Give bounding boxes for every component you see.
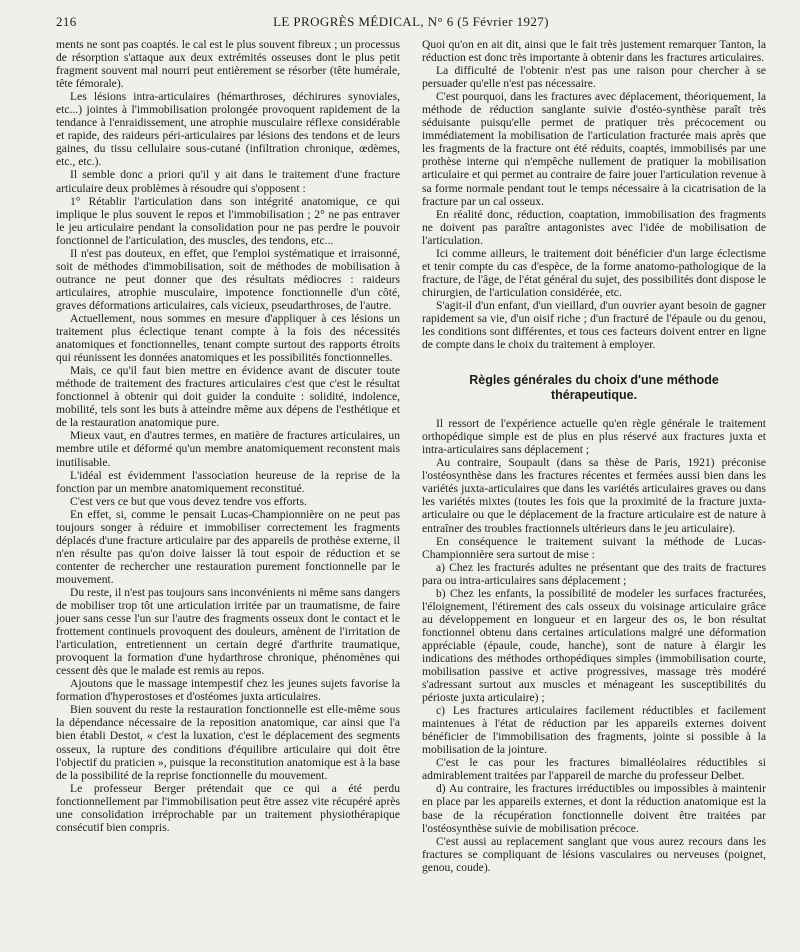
paragraph: Actuellement, nous sommes en mesure d'appliquer à ces lésions un traitement plus éclectique tenant compte à la fois des nécessités anatomiques et fonctionnelles, tenant compte surtout des rapports étroits qui réunissent les données anatomiques et les possibilités fonctionnelles. [56,311,400,365]
paragraph: Du reste, il n'est pas toujours sans inconvénients ni même sans dangers de mobiliser trop tôt une articulation irritée par un traumatisme, de faire jouer sans cesse l'un sur l'autre des fragments osseux dont le contact et le frottement continuels provoquent des douleurs, amènent de l'irritation de l'articulation, entretiennent un certain degré d'arthrite traumatique, provoquent la formation d'une hydarthrose chronique, phénomènes qui cessent dès que le malade est remis au repos. [56,585,400,678]
paragraph: Il ressort de l'expérience actuelle qu'en règle générale le traitement orthopédique simple est de plus en plus réservé aux fractures juxta et intra-articulaires sans déplacement ; [422,417,766,457]
two-column-body [56,38,766,874]
paragraph: Il semble donc a priori qu'il y ait dans le traitement d'une fracture articulaire deux problèmes à résoudre qui s'opposent : [56,168,400,195]
page-header [56,14,766,34]
paragraph: Au contraire, Soupault (dans sa thèse de Paris, 1921) préconise l'ostéosynthèse dans les fractures récentes et fermées aussi bien dans les variétés juxta-articulaires que dans les variétés articulaires graves ou dans les variétés mixtes (toutes les fois que la proximité de la fracture juxta-articulaire ou que le déplacement de la fracture articulaire est de nature à entraîner des troubles fractionnels ultérieurs dans le jeu articulaire). [422,456,766,535]
paragraph: Les lésions intra-articulaires (hémarthroses, déchirures synoviales, etc...) jointes à l'immobilisation prolongée provoquent rapidement de la tendance à l'enraidissement, une atrophie musculaire réflexe considérable et rapide, des raideurs péri-articulaires par lésions des tendons et de leurs gaines, du tissu cellulaire sous-cutané (infiltration chronique, œdèmes, etc., etc.). [56,90,400,169]
paragraph: Quoi qu'on en ait dit, ainsi que le fait très justement remarquer Tanton, la réduction est donc très importante à obtenir dans les fractures articulaires. [422,38,766,65]
paragraph: d) Au contraire, les fractures irréductibles ou impossibles à maintenir en place par les appareils externes, et dont la réduction anatomique est la base de la récupération fonctionnelle doivent être traitées par l'ostéosynthèse suivie de mobilisation précoce. [422,782,766,835]
paragraph: Le professeur Berger prétendait que ce qui a été perdu fonctionnellement par l'immobilisation peut être assez vite récupéré après une consolidation irréprochable par un traitement physiothérapique consécutif bien compris. [56,781,400,834]
paragraph: En réalité donc, réduction, coaptation, immobilisation des fragments ne doivent pas paraître antagonistes avec l'idée de mobilisation de l'articulation. [422,207,766,247]
paragraph: S'agit-il d'un enfant, d'un vieillard, d'un ouvrier ayant besoin de gagner rapidement sa vie, d'un oisif riche ; d'un fracturé de l'épaule ou du genou, les conditions sont différentes, et tous ces facteurs doivent entrer en ligne de compte dans le choix du traitement à employer. [422,298,766,352]
paragraph: Ici comme ailleurs, le traitement doit bénéficier d'un large éclectisme et tenir compte du cas d'espèce, de la forme anatomo-pathologique de la fracture, de l'âge, de l'état général du sujet, des possibilités dont dispose le chirurgien, de l'articulation considérée, etc. [422,246,766,299]
paragraph: C'est le cas pour les fractures bimalléolaires réductibles si admirablement traitées par l'appareil de marche du professeur Delbet. [422,756,766,783]
page-number: 216 [56,14,77,29]
left-column [56,38,400,874]
paragraph: Il n'est pas douteux, en effet, que l'emploi systématique et irraisonné, soit de méthodes d'immobilisation, soit de méthodes de mobilisation à outrance ne peut donner que des résultats médiocres : raideurs articulaires, atrophie musculaire, impotence fonctionnelle d'un côté, graves déformations articulaires, cals vicieux, pseudarthroses, de l'autre. [56,246,400,312]
paragraph: ments ne sont pas coaptés. le cal est le plus souvent fibreux ; un processus de résorption s'attaque aux deux extrémités osseuses dont le plus petit fragment souvent mal nourri peut entièrement se résorber (tête humérale, tête fémorale). [56,38,400,91]
paragraph: L'idéal est évidemment l'association heureuse de la reprise de la fonction par un membre anatomiquement reconstitué. [56,468,400,495]
paragraph: Mieux vaut, en d'autres termes, en matière de fractures articulaires, un membre utile et déformé qu'un membre anatomiquement reconstent mais inutilisable. [56,429,400,469]
paragraph: Mais, ce qu'il faut bien mettre en évidence avant de discuter toute méthode de traitement des fractures articulaires c'est que c'est le résultat fonctionnel à obtenir qui doit guider la conduite : solidité, indolence, mobilité, tels sont les buts à atteindre même aux dépens de l'esthétique et de la restauration anatomique pure. [56,364,400,430]
paragraph: La difficulté de l'obtenir n'est pas une raison pour chercher à se persuader qu'elle n'est pas nécessaire. [422,64,766,91]
paragraph: C'est aussi au replacement sanglant que vous aurez recours dans les fractures se compliquant de lésions vasculaires ou nerveuses (poignet, genou, coude). [422,834,766,874]
right-column [422,38,766,874]
paragraph: Ajoutons que le massage intempestif chez les jeunes sujets favorise la formation d'hyperostoses et d'ostéomes juxta articulaires. [56,677,400,704]
running-title: LE PROGRÈS MÉDICAL, N° 6 (5 Février 1927) [273,14,549,29]
paragraph: c) Les fractures articulaires facilement réductibles et facilement maintenues à l'état de réduction par les appareils externes doivent bénéficier de l'immobilisation des fragments, jointe si possible à la mobilisation de la jointure. [422,704,766,757]
paragraph: En effet, si, comme le pensait Lucas-Championnière on ne peut pas toujours songer à réduire et immobiliser correctement les fragments déplacés d'une fracture articulaire par des appareils de prothèse externe, il n'en résulte pas qu'on doive laisser là tout espoir de réduction et se contenter de rechercher une restauration purement fonctionnelle par le mouvement. [56,507,400,586]
paragraph: En conséquence le traitement suivant la méthode de Lucas-Championnière sera surtout de mise : [422,534,766,561]
section-heading: Règles générales du choix d'une méthode thérapeutique. [469,373,719,403]
paragraph: Bien souvent du reste la restauration fonctionnelle est elle-même sous la dépendance nécessaire de la reposition anatomique, car ainsi que l'a bien établi Destot, « c'est la luxation, c'est le déplacement des segments osseux, la rupture des conditions d'équilibre articulaire qui doit être l'objectif du praticien », puisque la reconstitution anatomique est à la base de la possibilité de la reprise fonctionnelle du mouvement. [56,703,400,782]
paragraph: 1° Rétablir l'articulation dans son intégrité anatomique, ce qui implique le plus souvent le repos et l'immobilisation ; 2° ne pas entraver le jeu articulaire pendant la consolidation pour ne pas perdre le pouvoir fonctionnel de l'articulation, des muscles, des tendons, etc... [56,194,400,247]
paragraph: C'est pourquoi, dans les fractures avec déplacement, théoriquement, la méthode de réduction sanglante suivie d'ostéo-synthèse paraît très séduisante puisqu'elle permet de pratiquer très précocement ou immédiatement la mobilisation de l'articulation fracturée mais après que les fragments de la fracture ont été réduits, coaptés, immobilisés par une prothèse interne qui n'empêche nullement de pratiquer la mobilisation articulaire et qui permet au contraire de faire jouer l'articulation revenue à sa forme normale pendant tout le temps nécessaire à la cicatrisation de la fracture par un cal osseux. [422,90,766,208]
paragraph: b) Chez les enfants, la possibilité de modeler les surfaces fracturées, l'éloignement, l'étirement des cals osseux du voisinage articulaire grâce au développement en longueur et en largeur des os, le bon résultat fonctionnel obtenu dans certaines articulations malgré une déformation appréciable (épaule, coude, hanche), sont de nature à élargir les indications des méthodes orthopédiques simples (immobilisation courte, mobilisation passive et active progressives, massage très modéré s'adressant surtout aux muscles et ménageant les susceptibilités du périoste juxta articulaire) ; [422,586,766,705]
paragraph: a) Chez les fracturés adultes ne présentant que des traits de fractures para ou intra-articulaires sans déplacement ; [422,560,766,587]
paragraph: C'est vers ce but que vous devez tendre vos efforts. [70,494,307,508]
